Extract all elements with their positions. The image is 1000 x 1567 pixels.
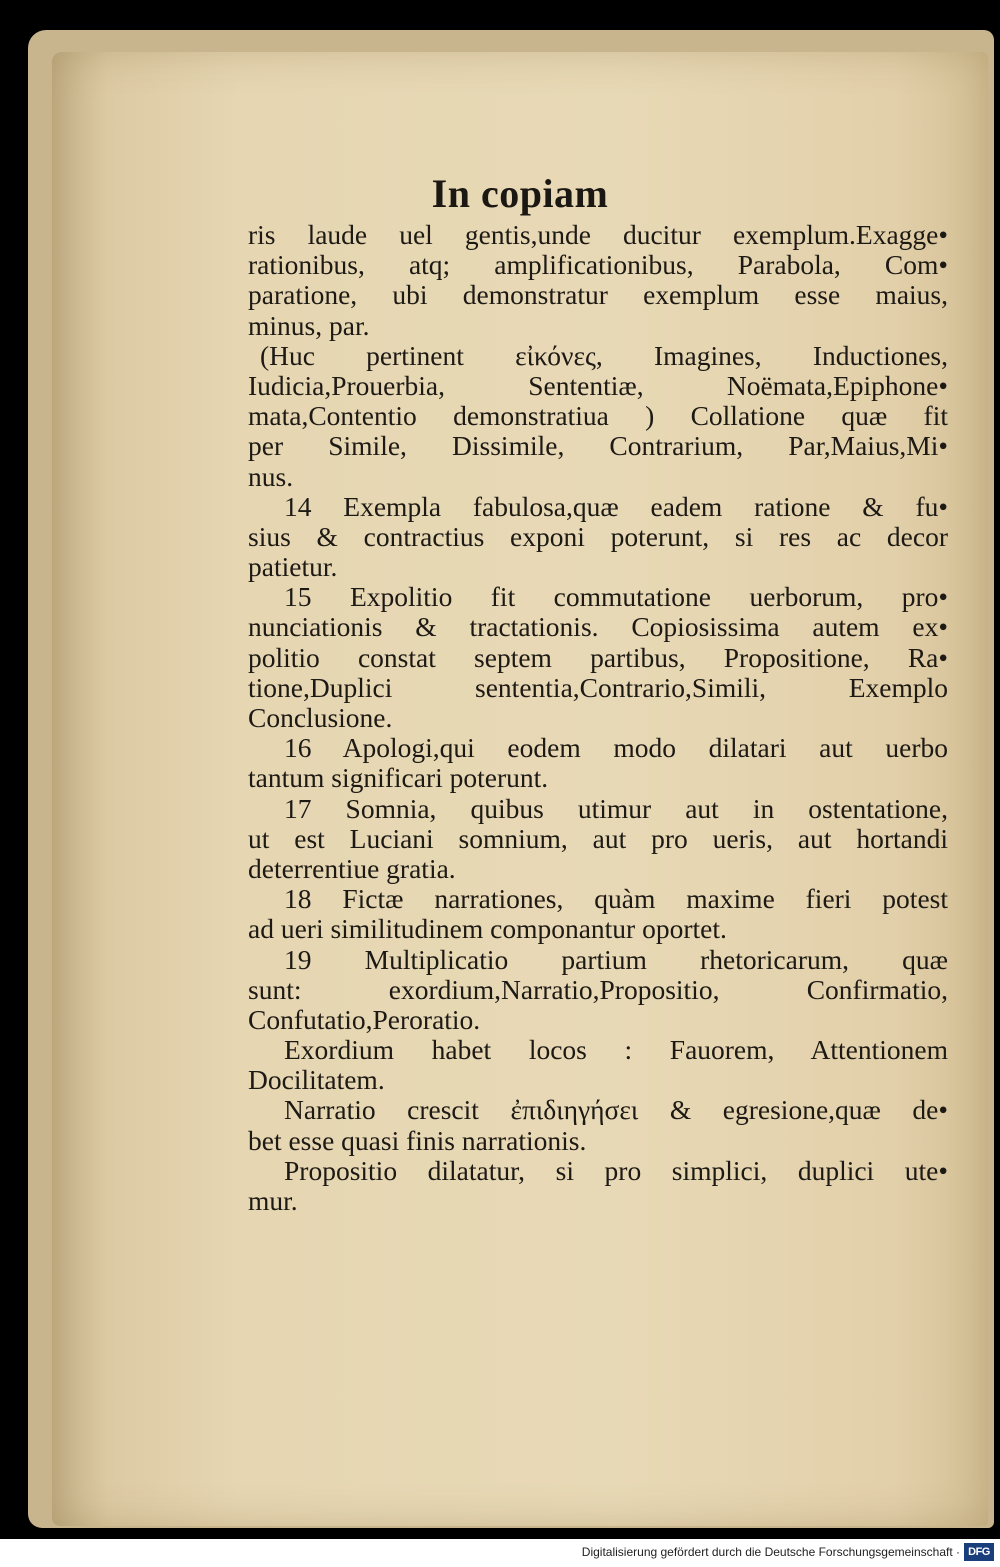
text-line: nus. — [248, 461, 294, 492]
text-line: sius & contractius exponi poterunt, si res ac decor — [248, 521, 948, 552]
text-line: ris laude uel gentis,unde ducitur exemplum.Exagge• — [248, 220, 948, 250]
dfg-logo: DFG — [964, 1543, 994, 1561]
text-line: tione,Duplici sententia,Contrario,Simili, Exemplo — [248, 672, 948, 703]
text-line: Propositio dilatatur, si pro simplici, duplici ute• — [284, 1155, 948, 1186]
text-line: politio constat septem partibus, Propositione, Ra• — [248, 642, 948, 673]
text-line: paratione, ubi demonstratur exemplum esse maius, — [248, 280, 948, 311]
page-header: In copiam — [431, 171, 609, 216]
text-line: 14 Exempla fabulosa,quæ eadem ratione & fu• — [284, 491, 948, 522]
footer-bar — [0, 1539, 1000, 1567]
text-line: Docilitatem. — [248, 1065, 385, 1096]
text-line: Narratio crescit ἐπιδιηγήσει & egresione,quæ de• — [284, 1095, 948, 1126]
text-line: minus, par. — [248, 310, 370, 341]
text-line: Confutatio,Peroratio. — [248, 1004, 481, 1035]
text-line: mata,Contentio demonstratiua ) Collatione quæ fit — [248, 401, 948, 432]
text-line: 18 Fictæ narrationes, quàm maxime fieri potest — [284, 884, 948, 915]
text-line: nunciationis & tractationis. Copiosissima autem ex• — [248, 612, 948, 643]
text-line: deterrentiue gratia. — [248, 853, 456, 884]
funding-credit: Digitalisierung gefördert durch die Deutsche Forschungsgemeinschaft · — [581, 1545, 960, 1559]
text-line: per Simile, Dissimile, Contrarium, Par,Maius,Mi• — [248, 431, 948, 462]
text-line: 19 Multiplicatio partium rhetoricarum, quæ — [284, 944, 948, 975]
text-line: 15 Expolitio fit commutatione uerborum, pro• — [284, 582, 948, 613]
text-line: (Huc pertinent εἰκόνες, Imagines, Inductiones, — [260, 340, 948, 371]
text-line: Exordium habet locos : Fauorem, Attentionem — [284, 1035, 948, 1066]
text-line: sunt: exordium,Narratio,Propositio, Confirmatio, — [248, 974, 948, 1005]
text-line: tantum significari poterunt. — [248, 763, 549, 794]
text-line: patietur. — [248, 552, 338, 583]
text-line: bet esse quasi finis narrationis. — [248, 1125, 587, 1156]
text-block — [248, 220, 948, 1216]
text-line: Conclusione. — [248, 703, 393, 733]
text-line: ut est Luciani somnium, aut pro ueris, aut hortandi — [248, 823, 948, 854]
text-line: rationibus, atq; amplificationibus, Parabola, Com• — [248, 250, 948, 281]
book-page — [52, 52, 988, 1526]
text-line: 16 Apologi,qui eodem modo dilatari aut uerbo — [284, 733, 948, 764]
text-line: ad ueri similitudinem componantur oportet. — [248, 914, 727, 945]
text-line: Iudicia,Prouerbia, Sententiæ, Noëmata,Epiphone• — [248, 370, 948, 401]
text-line: mur. — [248, 1186, 298, 1216]
text-line: 17 Somnia, quibus utimur aut in ostentatione, — [284, 793, 948, 824]
